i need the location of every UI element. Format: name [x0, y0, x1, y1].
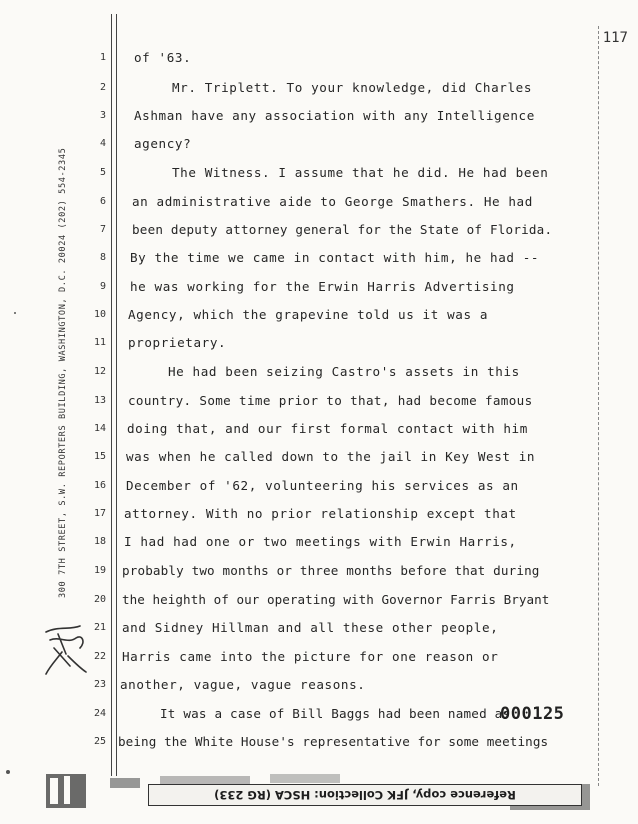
transcript-line: I had had one or two meetings with Erwin Harris, — [124, 534, 517, 549]
scan-speck — [14, 312, 16, 314]
margin-rule-left — [111, 14, 112, 776]
line-number: 4 — [99, 138, 106, 149]
transcript-line: Agency, which the grapevine told us it was a — [128, 307, 489, 322]
line-number: 7 — [99, 224, 106, 235]
line-number: 10 — [93, 309, 106, 320]
line-number: 20 — [93, 594, 106, 605]
right-edge-rule — [598, 26, 599, 786]
transcript-line: proprietary. — [128, 335, 227, 350]
line-number: 3 — [99, 110, 106, 121]
line-number: 17 — [93, 508, 106, 519]
page-number: 117 — [602, 30, 628, 46]
line-number: 24 — [93, 708, 106, 719]
line-number: 2 — [99, 82, 106, 93]
transcript-line: agency? — [134, 136, 192, 151]
line-number: 18 — [93, 536, 106, 547]
handwritten-mark-icon — [40, 622, 92, 678]
line-number: 16 — [93, 480, 106, 491]
line-number: 19 — [93, 565, 106, 576]
line-number: 21 — [93, 622, 106, 633]
transcript-line: been deputy attorney general for the State of Florida. — [132, 222, 553, 237]
line-number: 11 — [93, 337, 106, 348]
transcript-line: Mr. Triplett. To your knowledge, did Charles — [172, 80, 533, 95]
line-number: 5 — [99, 167, 106, 178]
line-number: 25 — [93, 736, 106, 747]
transcript-line: the heighth of our operating with Governor Farris Bryant — [122, 592, 550, 607]
transcript-line: Ashman have any association with any Intelligence — [134, 108, 535, 123]
line-number: 23 — [93, 679, 106, 690]
transcript-line: attorney. With no prior relationship except that — [124, 506, 517, 521]
transcript-line: December of '62, volunteering his services as an — [126, 478, 519, 493]
scan-speck — [6, 770, 10, 774]
transcript-line: was when he called down to the jail in Key West in — [126, 449, 536, 464]
line-number: 14 — [93, 423, 106, 434]
bates-number: 000125 — [500, 704, 565, 724]
transcript-line: and Sidney Hillman and all these other people, — [122, 620, 499, 635]
transcript-line: By the time we came in contact with him, he had -- — [130, 250, 540, 265]
transcript-line: another, vague, vague reasons. — [120, 677, 366, 692]
transcript-line: It was a case of Bill Baggs had been named as — [160, 706, 511, 721]
line-number: 13 — [93, 395, 106, 406]
line-number: 8 — [99, 252, 106, 263]
reporter-address: 300 7TH STREET, S.W. REPORTERS BUILDING, WASHINGTON, D.C. 20024 (202) 554-2345 — [58, 147, 68, 598]
line-number: 1 — [99, 52, 106, 63]
transcript-line: an administrative aide to George Smathers. He had — [132, 194, 533, 209]
transcript-line: of '63. — [134, 50, 192, 65]
reference-stamp: Reference copy, JFK Collection: HSCA (RG 233) — [148, 784, 582, 806]
transcript-line: He had been seizing Castro's assets in this — [168, 364, 520, 379]
line-number: 12 — [93, 366, 106, 377]
transcript-line: doing that, and our first formal contact with him — [127, 421, 528, 436]
transcript-line: probably two months or three months before that during — [122, 563, 540, 578]
transcript-line: country. Some time prior to that, had become famous — [128, 393, 533, 408]
line-number: 22 — [93, 651, 106, 662]
line-number: 6 — [99, 196, 106, 207]
transcript-line: Harris came into the picture for one reason or — [122, 649, 499, 664]
line-number: 15 — [93, 451, 106, 462]
margin-rule-right — [116, 14, 117, 776]
line-number: 9 — [99, 281, 106, 292]
transcript-line: being the White House's representative for some meetings — [118, 734, 549, 749]
transcript-line: The Witness. I assume that he did. He had been — [172, 165, 549, 180]
transcript-line: he was working for the Erwin Harris Advertising — [130, 279, 515, 294]
